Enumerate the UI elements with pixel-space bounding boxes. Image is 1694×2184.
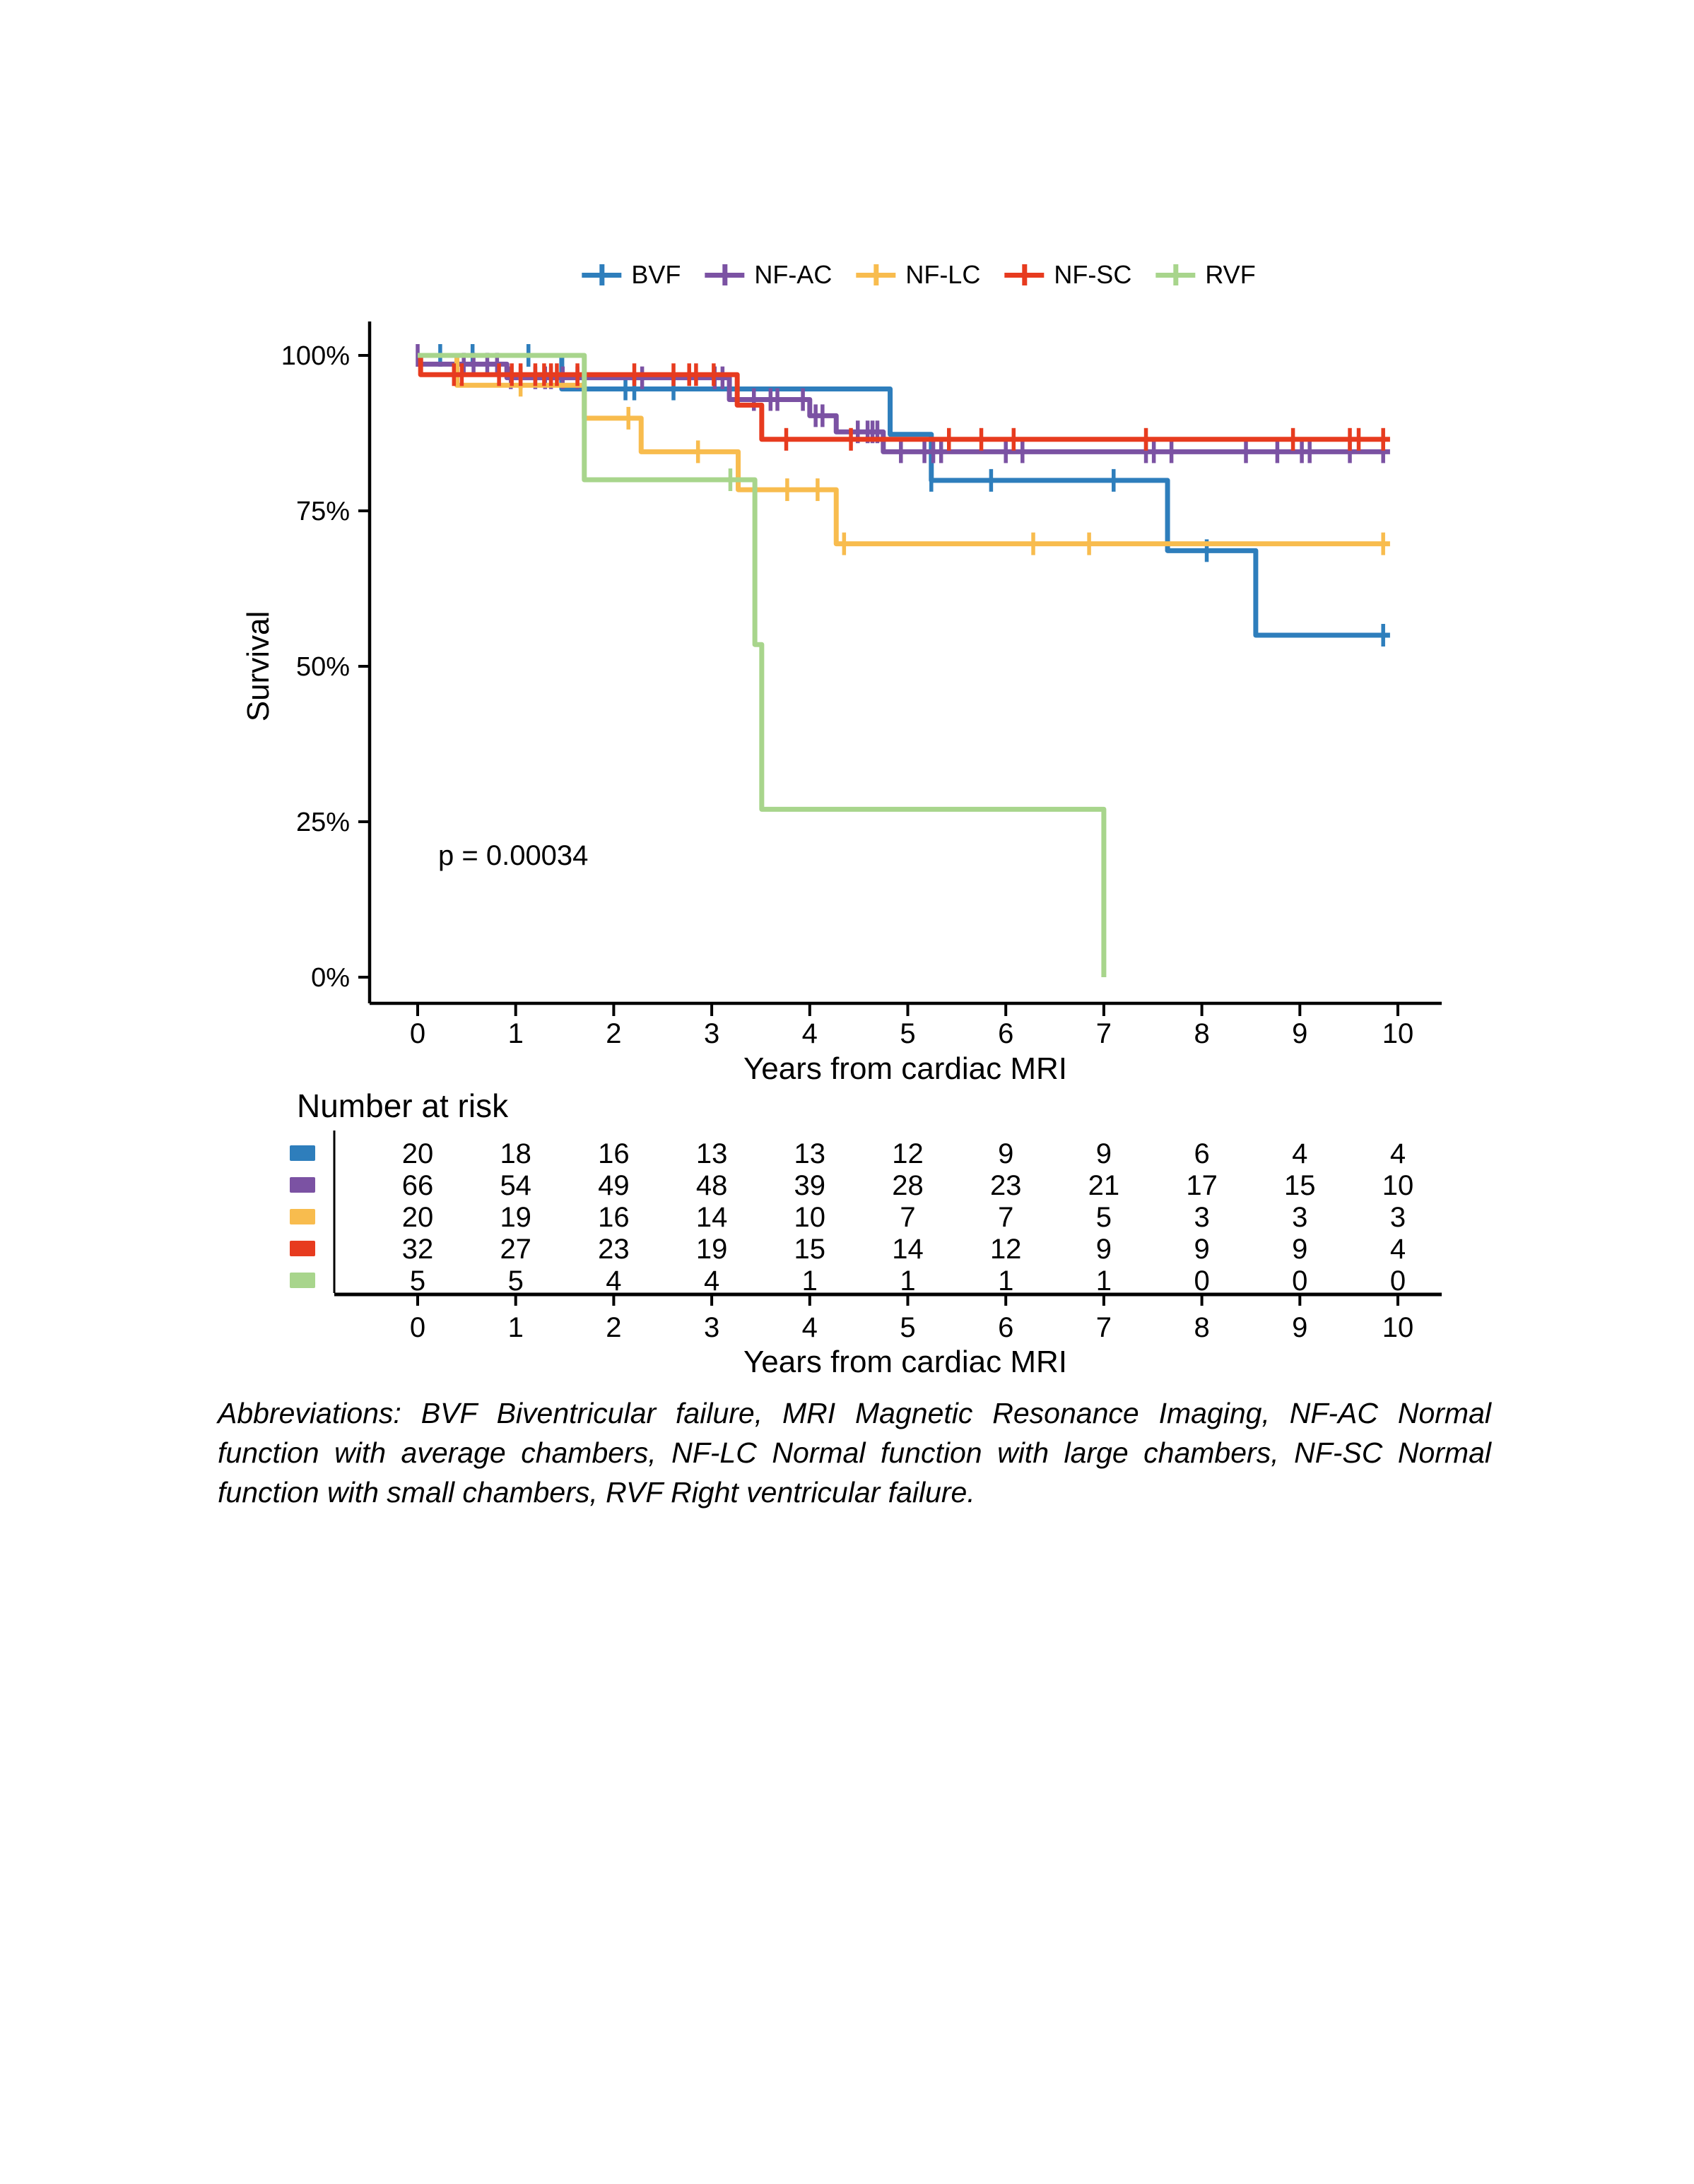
- risk-count: 4: [1389, 1234, 1406, 1265]
- risk-count: 28: [892, 1170, 924, 1201]
- risk-count: 4: [703, 1265, 720, 1297]
- risk-x-tick-label: 3: [703, 1312, 720, 1343]
- risk-count: 7: [900, 1202, 916, 1233]
- p-value-label: p = 0.00034: [438, 840, 589, 871]
- risk-count: 14: [695, 1202, 728, 1233]
- risk-x-axis-title: Years from cardiac MRI: [743, 1345, 1068, 1379]
- risk-count: 5: [409, 1265, 426, 1297]
- kaplan-meier-survival-chart: [198, 304, 1484, 1088]
- risk-count: 20: [401, 1202, 434, 1233]
- risk-count: 20: [401, 1138, 434, 1169]
- risk-row-nf-lc: [402, 1202, 1406, 1233]
- risk-row-swatch-nf-ac: [290, 1177, 315, 1193]
- risk-count: 9: [1292, 1234, 1308, 1265]
- risk-count: 5: [507, 1265, 524, 1297]
- legend-key-cross-icon: [1004, 264, 1044, 285]
- y-tick-label: 100%: [281, 341, 350, 371]
- x-tick-label: 1: [507, 1018, 524, 1049]
- risk-row-rvf: [410, 1265, 1406, 1297]
- risk-x-tick-label: 0: [409, 1312, 426, 1343]
- risk-x-tick-label: 8: [1194, 1312, 1210, 1343]
- risk-count: 1: [801, 1265, 818, 1297]
- censor-ticks-nf-lc: [521, 374, 1384, 555]
- risk-count: 66: [401, 1170, 434, 1201]
- risk-count: 23: [989, 1170, 1022, 1201]
- x-tick-label: 8: [1194, 1018, 1210, 1049]
- legend-key-cross-icon: [856, 264, 895, 285]
- risk-count: 23: [598, 1234, 630, 1265]
- y-tick-label: 25%: [295, 808, 350, 837]
- risk-count: 9: [1095, 1234, 1112, 1265]
- legend-label-nf-lc: NF-LC: [905, 260, 981, 289]
- risk-count: 3: [1194, 1202, 1210, 1233]
- risk-row-swatch-nf-lc: [290, 1209, 315, 1224]
- risk-count: 0: [1194, 1265, 1210, 1297]
- risk-count: 9: [998, 1138, 1014, 1169]
- x-tick-label: 7: [1095, 1018, 1112, 1049]
- risk-count: 49: [598, 1170, 630, 1201]
- legend-item-nf-ac: [705, 260, 832, 290]
- risk-row-swatch-rvf: [290, 1273, 315, 1288]
- risk-row-bvf: [402, 1138, 1406, 1169]
- x-tick-label: 4: [801, 1018, 818, 1049]
- legend-key-vbar: [874, 264, 878, 285]
- risk-x-tick-label: 9: [1292, 1312, 1308, 1343]
- risk-count: 7: [998, 1202, 1014, 1233]
- risk-row-swatch-nf-sc: [290, 1241, 315, 1256]
- risk-count: 12: [892, 1138, 924, 1169]
- risk-count: 3: [1292, 1202, 1308, 1233]
- risk-count: 4: [606, 1265, 622, 1297]
- risk-count: 13: [695, 1138, 728, 1169]
- risk-x-tick-label: 10: [1382, 1312, 1414, 1343]
- risk-count: 3: [1389, 1202, 1406, 1233]
- risk-count: 15: [794, 1234, 826, 1265]
- risk-count: 27: [500, 1234, 531, 1265]
- risk-count: 21: [1088, 1170, 1120, 1201]
- x-tick-label: 9: [1292, 1018, 1308, 1049]
- legend-key-cross-icon: [1155, 264, 1195, 285]
- risk-count: 19: [500, 1202, 531, 1233]
- legend-key-cross-icon: [582, 264, 621, 285]
- risk-x-tick-label: 7: [1095, 1312, 1112, 1343]
- legend-key-cross-icon: [705, 264, 744, 285]
- risk-count: 4: [1292, 1138, 1308, 1169]
- risk-count: 0: [1389, 1265, 1406, 1297]
- legend-item-bvf: [582, 260, 681, 290]
- abbreviations-footnote: Abbreviations: BVF Biventricular failure, MRI Magnetic Resonance Imaging, NF-AC Normal function with average chambers, NF-LC Normal function with large chambers, NF-SC Normal function with small chambers, RVF Right ventricular failure.: [218, 1397, 1491, 1509]
- legend-key-vbar: [1173, 264, 1178, 285]
- series-curve-rvf: [418, 355, 1104, 977]
- legend-key-vbar: [722, 264, 727, 285]
- legend-label-nf-ac: NF-AC: [754, 260, 833, 289]
- risk-count: 16: [598, 1202, 630, 1233]
- risk-count: 14: [892, 1234, 924, 1265]
- risk-count: 10: [794, 1202, 826, 1233]
- risk-count: 19: [695, 1234, 728, 1265]
- series-curve-bvf: [418, 355, 1390, 635]
- risk-count: 18: [500, 1138, 531, 1169]
- risk-x-tick-label: 4: [801, 1312, 818, 1343]
- x-tick-label: 6: [998, 1018, 1014, 1049]
- risk-count: 6: [1194, 1138, 1210, 1169]
- y-tick-label: 50%: [295, 652, 350, 682]
- risk-x-tick-label: 1: [507, 1312, 524, 1343]
- legend-item-nf-lc: [856, 260, 980, 290]
- risk-count: 9: [1095, 1138, 1112, 1169]
- y-axis-title: Survival: [241, 610, 276, 722]
- risk-count: 10: [1382, 1170, 1414, 1201]
- risk-count: 1: [998, 1265, 1014, 1297]
- risk-x-tick-label: 5: [900, 1312, 916, 1343]
- risk-x-tick-label: 6: [998, 1312, 1014, 1343]
- chart-legend: [582, 260, 1255, 290]
- y-tick-label: 75%: [295, 497, 350, 526]
- y-tick-label: 0%: [311, 963, 350, 993]
- risk-row-nf-sc: [402, 1234, 1406, 1265]
- risk-x-tick-label: 2: [606, 1312, 622, 1343]
- legend-label-rvf: RVF: [1205, 260, 1256, 289]
- x-axis-title: Years from cardiac MRI: [743, 1051, 1068, 1086]
- number-at-risk-table: [198, 1081, 1484, 1385]
- legend-label-nf-sc: NF-SC: [1054, 260, 1132, 289]
- risk-row-nf-ac: [402, 1170, 1414, 1201]
- risk-table-title: Number at risk: [297, 1087, 509, 1124]
- legend-label-bvf: BVF: [631, 260, 681, 289]
- x-tick-label: 2: [606, 1018, 622, 1049]
- risk-count: 39: [794, 1170, 826, 1201]
- risk-count: 9: [1194, 1234, 1210, 1265]
- x-tick-label: 3: [703, 1018, 720, 1049]
- x-tick-label: 10: [1382, 1018, 1414, 1049]
- risk-count: 32: [401, 1234, 434, 1265]
- x-tick-label: 5: [900, 1018, 916, 1049]
- risk-count: 1: [900, 1265, 916, 1297]
- risk-count: 12: [989, 1234, 1022, 1265]
- risk-count: 1: [1095, 1265, 1112, 1297]
- risk-row-swatch-bvf: [290, 1145, 315, 1161]
- risk-count: 16: [598, 1138, 630, 1169]
- legend-item-nf-sc: [1004, 260, 1131, 290]
- risk-count: 48: [695, 1170, 728, 1201]
- legend-key-vbar: [1022, 264, 1027, 285]
- x-tick-label: 0: [409, 1018, 426, 1049]
- legend-key-vbar: [599, 264, 604, 285]
- risk-count: 0: [1292, 1265, 1308, 1297]
- legend-item-rvf: [1155, 260, 1255, 290]
- risk-count: 4: [1389, 1138, 1406, 1169]
- risk-count: 15: [1284, 1170, 1316, 1201]
- risk-count: 5: [1095, 1202, 1112, 1233]
- risk-count: 17: [1186, 1170, 1218, 1201]
- risk-count: 13: [794, 1138, 826, 1169]
- risk-count: 54: [500, 1170, 531, 1201]
